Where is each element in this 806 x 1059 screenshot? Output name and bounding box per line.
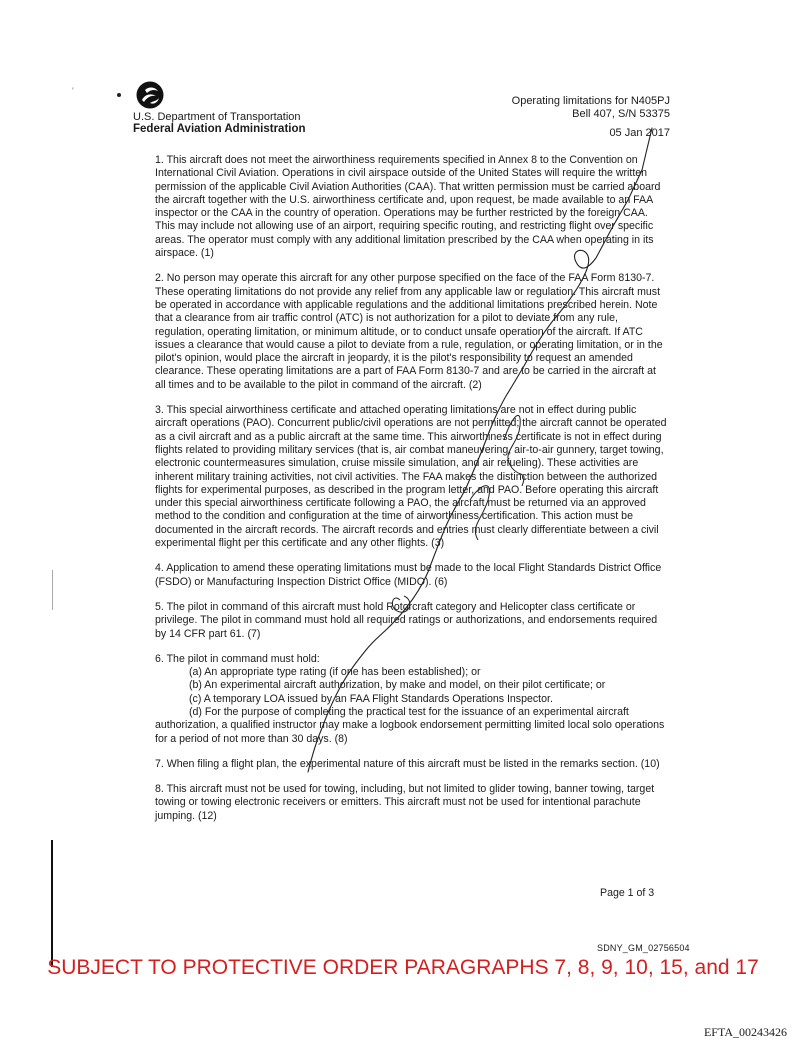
limitation-3: 3. This special airworthiness certificate and attached operating limitations are not in effect during public aircraft operations (PAO). Concurrent public/civil operations are not permitted; the aircraft cannot be operated as a civil aircraft and as a public aircraft at the same time. This airworthiness certificate is not in effect during flights related to providing military services (that is, air combat maneuvering, air-to-air gunnery, target towing, electronic countermeasures simulation, cruise missile simulation, and air refueling). These activities are inherent military training activities, not civil activities. The FAA makes the distinction between the authorized flights for experimental purposes, as described in the program letter, and PAO. Before operating this aircraft under this special airworthiness certificate following a PAO, the aircraft must be returned via an approved method to the condition and configuration at the time of airworthiness certification. This action must be documented in the aircraft records. The aircraft records and entries must clearly differentiate between a civil experimental flight per this certificate and any other flights. (3) [155, 404, 667, 550]
limitation-7: 7. When filing a flight plan, the experimental nature of this aircraft must be listed in the remarks section. (10) [155, 757, 660, 770]
limitation-1: 1. This aircraft does not meet the airworthiness requirements specified in Annex 8 to the Convention on International Civil Aviation. Operations in civil airspace outside of the United States will require the written permission of the applicable Civil Aviation Authorities (CAA). That written permission must be carried aboard the aircraft together with the U.S. airworthiness certificate and, upon request, be made available to an FAA inspector or the CAA in the country of operation. Operations may be further restricted by the foreign CAA. This may include not allowing use of an airport, requiring specific routing, and restricting flight over specific areas. The operator must comply with any additional limitation prescribed by the CAA when operating in its airspace. (1) [155, 154, 661, 260]
limitation-5: 5. The pilot in command of this aircraft must hold Rotorcraft category and Helicopter class certificate or privilege. The pilot in command must hold all required ratings or authorizations, and endorsements required by 14 CFR part 61. (7) [155, 600, 658, 640]
limitation-6-a: (a) An appropriate type rating (if one has been established); or [189, 666, 481, 679]
scan-speck: ʹ [72, 86, 74, 96]
department-name: U.S. Department of Transportation [133, 111, 301, 123]
bates-number: SDNY_GM_02756504 [597, 943, 690, 953]
agency-name: Federal Aviation Administration [133, 123, 306, 135]
limitation-2: 2. No person may operate this aircraft for any other purpose specified on the face of the FAA Form 8130-7. These operating limitations do not provide any relief from any applicable law or regulation. This aircraft must be operated in accordance with applicable regulations and the additional limitations prescribed herein. Note that a clearance from air traffic control (ATC) is not authorization for a pilot to deviate from any rule, regulation, operating limitation, or minimum altitude, or to conduct unsafe operation of the aircraft. If ATC issues a clearance that would cause a pilot to deviate from a rule, regulation, or operating limitation, or in the pilot's opinion, would place the aircraft in jeopardy, it is the pilot's responsibility to request an amended clearance. These operating limitations are a part of FAA Form 8130-7 and are to be carried in the aircraft at all times and to be available to the pilot in command of the aircraft. (2) [155, 272, 663, 391]
margin-mark [52, 570, 53, 610]
limitation-6-c: (c) A temporary LOA issued by an FAA Flight Standards Operations Inspector. [189, 692, 553, 705]
limitation-6-intro: 6. The pilot in command must hold: [155, 652, 320, 665]
efta-number: EFTA_00243426 [703, 1025, 787, 1039]
aircraft-id: Bell 407, S/N 53375 [572, 108, 670, 120]
dot-logo-icon [136, 81, 164, 109]
limitation-6-b: (b) An experimental aircraft authorization, by make and model, on their pilot certificate; or [189, 679, 606, 692]
bullet-dot [117, 93, 121, 97]
limitation-4: 4. Application to amend these operating limitations must be made to the local Flight Standards District Office (FSDO) or Manufacturing Inspection District Office (MIDO). (6) [155, 562, 662, 588]
limitation-6-d: (d) For the purpose of completing the practical test for the issuance of an experimental aircraft [189, 705, 629, 718]
protective-order-banner: SUBJECT TO PROTECTIVE ORDER PARAGRAPHS 7, 8, 9, 10, 15, and 17 [47, 956, 759, 979]
limitation-6-d-continued: authorization, a qualified instructor may make a logbook endorsement permitting limited local solo operations for a period of not more than 30 days. (8) [155, 719, 665, 745]
page-number: Page 1 of 3 [600, 887, 655, 899]
left-margin-bar [51, 840, 53, 967]
limitations-body [155, 154, 667, 835]
document-title: Operating limitations for N405PJ [511, 95, 670, 107]
document-date: 05 Jan 2017 [609, 127, 670, 139]
limitation-8: 8. This aircraft must not be used for towing, including, but not limited to glider towing, banner towing, target towing or towing electronic receivers or emitters. This aircraft must not be used for intentional parachute jumping. (12) [155, 783, 655, 822]
